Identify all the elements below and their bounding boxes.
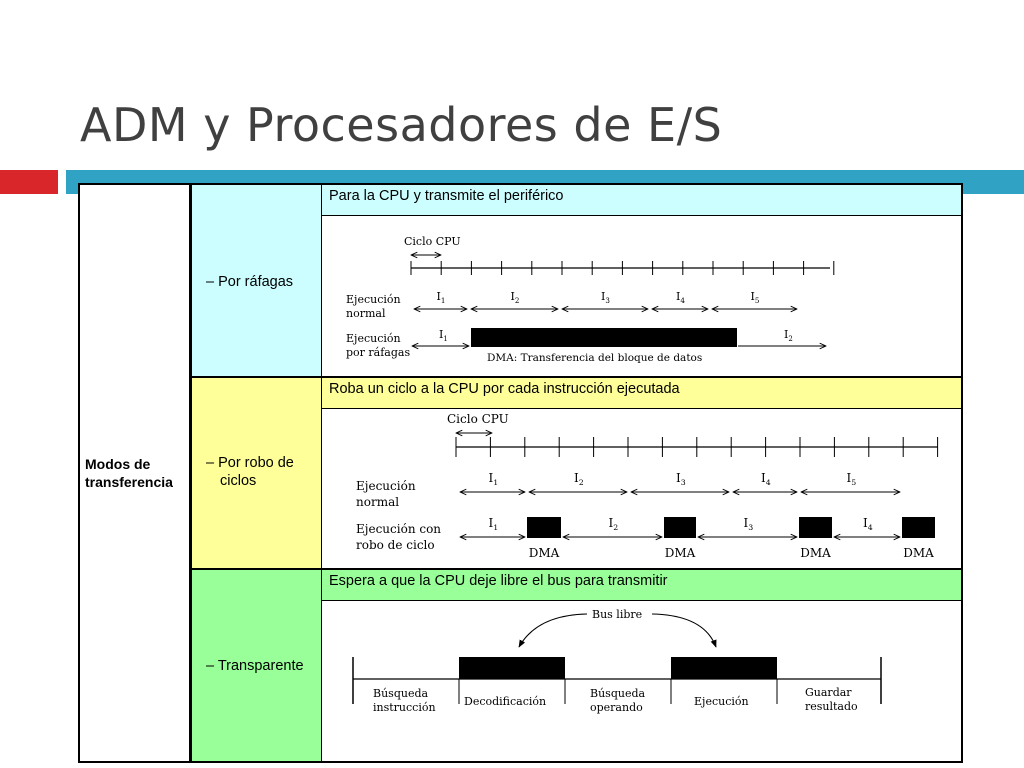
dma-label: DMA bbox=[528, 546, 560, 560]
bus-free-arrow-right bbox=[652, 614, 716, 647]
svg-text:por ráfagas: por ráfagas bbox=[346, 346, 411, 359]
svg-text:Ejecución: Ejecución bbox=[346, 293, 401, 306]
instruction-label: $I_1$ bbox=[488, 471, 499, 487]
mode-label-transparent: – Transparente bbox=[206, 658, 304, 674]
mode-cell-burst bbox=[192, 185, 322, 376]
dma-burst-block bbox=[471, 328, 737, 347]
burst-timing-diagram bbox=[322, 216, 961, 376]
bus-free-arrow-left bbox=[519, 614, 587, 647]
description-burst: Para la CPU y transmite el periférico bbox=[322, 185, 961, 216]
dma-block bbox=[527, 517, 561, 538]
phase-label: Búsqueda bbox=[590, 687, 646, 700]
normal-execution-arrows bbox=[414, 290, 797, 309]
cycle-stealing-arrows bbox=[460, 516, 935, 560]
diagram-transparent bbox=[322, 601, 961, 761]
instruction-label: $I_4$ bbox=[863, 516, 873, 532]
bus-free-label: Bus libre bbox=[592, 608, 643, 621]
dma-burst-label: DMA: Transferencia del bloque de datos bbox=[487, 352, 703, 364]
mode-label-cycle-stealing: – Por robo de ciclos bbox=[206, 455, 294, 489]
svg-text:Ejecución con: Ejecución con bbox=[356, 522, 442, 536]
mode-cell-cycle-stealing bbox=[192, 378, 322, 568]
mode-cell-transparent bbox=[192, 570, 322, 761]
instruction-label: $I_1$ bbox=[436, 290, 446, 305]
transfer-modes-table bbox=[78, 183, 963, 763]
svg-text:I2: $I_2$ bbox=[784, 328, 793, 343]
slide-title: ADM y Procesadores de E/S bbox=[80, 98, 723, 152]
execute-bus-free-block bbox=[671, 657, 777, 679]
accent-bar-red bbox=[0, 170, 58, 194]
instruction-label: $I_4$ bbox=[761, 471, 771, 487]
decode-bus-free-block bbox=[459, 657, 565, 679]
svg-text:normal: normal bbox=[356, 495, 400, 509]
instruction-label: $I_2$ bbox=[574, 471, 584, 487]
cycle-cpu-label: Ciclo CPU bbox=[447, 412, 509, 426]
instruction-label: $I_2$ bbox=[608, 516, 619, 532]
svg-text:I1: $I_1$ bbox=[439, 328, 448, 343]
phase-label: Ejecución bbox=[694, 695, 749, 708]
description-transparent: Espera a que la CPU deje libre el bus para transmitir bbox=[322, 570, 961, 601]
svg-text:Ejecución: Ejecución bbox=[346, 332, 401, 345]
phase-label: operando bbox=[590, 701, 643, 714]
dma-label: DMA bbox=[800, 546, 831, 560]
diagram-burst bbox=[322, 216, 961, 376]
phase-label: Decodificación bbox=[464, 695, 547, 708]
dma-label: DMA bbox=[903, 546, 934, 560]
phase-label: Guardar bbox=[805, 686, 852, 699]
svg-text:normal: normal bbox=[346, 307, 386, 320]
dma-block bbox=[902, 517, 935, 538]
dma-block bbox=[799, 517, 832, 538]
phase-label: instrucción bbox=[373, 701, 436, 714]
svg-text:robo de ciclo: robo de ciclo bbox=[356, 538, 435, 552]
instruction-label: $I_5$ bbox=[846, 471, 857, 487]
cycle-cpu-label: Ciclo CPU bbox=[404, 235, 461, 248]
normal-execution-arrows bbox=[460, 471, 900, 492]
instruction-label: $I_4$ bbox=[676, 290, 685, 305]
cycle-stealing-timing-diagram bbox=[322, 409, 961, 568]
instruction-label: $I_3$ bbox=[676, 471, 686, 487]
transparent-timing-diagram bbox=[322, 601, 961, 761]
dma-block bbox=[664, 517, 696, 538]
modes-label: Modos de transferencia bbox=[85, 456, 173, 490]
instruction-label: $I_3$ bbox=[743, 516, 754, 532]
dma-label: DMA bbox=[664, 546, 696, 560]
diagram-cycle-stealing bbox=[322, 409, 961, 568]
modes-column bbox=[80, 185, 192, 761]
mode-label-burst: – Por ráfagas bbox=[206, 274, 294, 290]
description-cycle-stealing: Roba un ciclo a la CPU por cada instrucción ejecutada bbox=[322, 378, 961, 409]
instruction-label: $I_2$ bbox=[510, 290, 520, 305]
instruction-label: $I_1$ bbox=[488, 516, 499, 532]
phase-label: resultado bbox=[805, 700, 858, 713]
phase-label: Búsqueda bbox=[373, 687, 429, 700]
instruction-label: $I_3$ bbox=[601, 290, 610, 305]
svg-text:Ejecución: Ejecución bbox=[356, 479, 416, 493]
instruction-label: $I_5$ bbox=[750, 290, 760, 305]
